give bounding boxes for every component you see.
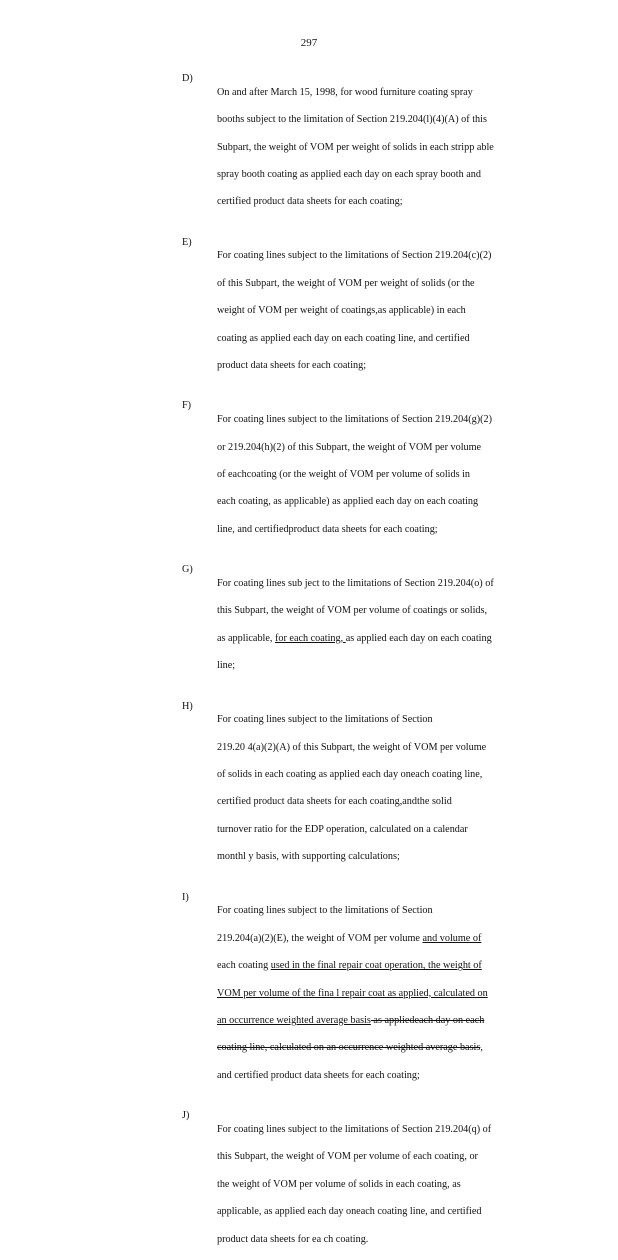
text-line: For coating lines subject to the limitations of Section 219.204(c)(2) [217, 250, 492, 262]
text-line: of eachcoating (or the weight of VOM per volume of solids in [217, 468, 471, 480]
text-line: line, and certifiedproduct data sheets for each coating; [217, 523, 438, 535]
text-line [217, 632, 542, 646]
text-line [217, 1014, 542, 1028]
text-line: line; [217, 660, 236, 672]
item-label: J) [182, 1110, 190, 1122]
deleted-text: coating line, calculated on an occurrence weighted average basis [217, 1042, 481, 1054]
item-text [217, 236, 542, 387]
text-line [217, 1041, 542, 1055]
document-body [182, 72, 542, 1260]
text-line: Subpart, the weight of VOM per weight of solids in each stripp able [217, 141, 494, 153]
text-line: the weight of VOM per volume of solids in each coating, as [217, 1178, 461, 1190]
text-line: monthl y basis, with supporting calculations; [217, 851, 400, 863]
inserted-text: an occurrence weighted average basis [217, 1015, 371, 1026]
text-line: this Subpart, the weight of VOM per volume of coatings or solids, [217, 605, 488, 617]
item-label: E) [182, 236, 192, 248]
text-line: turnover ratio for the EDP operation, calculated on a calendar [217, 823, 468, 835]
item-label: G) [182, 564, 193, 576]
item-text [217, 563, 542, 686]
list-item-d [182, 72, 542, 223]
list-item-j [182, 1109, 542, 1260]
page-number: 297 [300, 37, 318, 49]
item-label: D) [182, 73, 193, 84]
item-text [217, 72, 542, 223]
item-text [217, 1109, 542, 1260]
item-label: I) [182, 891, 189, 903]
text-line: For coating lines subject to the limitations of Section [217, 714, 433, 726]
text-segment: , [480, 1042, 483, 1054]
item-text [217, 399, 542, 550]
text-line: For coating lines subject to the limitations of Section [217, 905, 433, 917]
list-item-i [182, 891, 542, 1097]
text-line [217, 932, 542, 946]
inserted-text: VOM per volume of the fina l repair coat as applied, calculated on [217, 987, 488, 999]
text-line: For coating lines sub ject to the limitations of Section 219.204(o) of [217, 577, 494, 589]
list-item-e [182, 236, 542, 387]
text-line: or 219.204(h)(2) of this Subpart, the weight of VOM per volume [217, 441, 482, 453]
text-segment: as applicable, [217, 632, 275, 644]
list-item-h [182, 700, 542, 878]
text-line: product data sheets for ea ch coating. [217, 1233, 369, 1245]
text-line: certified product data sheets for each coating,andthe solid [217, 796, 452, 808]
text-line: weight of VOM per weight of coatings,as applicable) in each [217, 305, 466, 317]
inserted-text: for each coating, [275, 632, 346, 644]
item-text [217, 700, 542, 878]
list-item-f [182, 399, 542, 550]
text-line: of this Subpart, the weight of VOM per weight of solids (or the [217, 277, 475, 289]
text-line [217, 987, 542, 1001]
text-segment: as applied each day on each coating [345, 632, 492, 644]
text-line: coating as applied each day on each coating line, and certified [217, 332, 470, 344]
text-line: and certified product data sheets for each coating; [217, 1069, 420, 1081]
text-line: booths subject to the limitation of Section 219.204(l)(4)(A) of this [217, 114, 487, 126]
item-text [217, 891, 542, 1097]
item-label: H) [182, 700, 193, 712]
text-line: For coating lines subject to the limitations of Section 219.204(g)(2) [217, 414, 493, 426]
text-segment: each coating [217, 960, 271, 972]
text-line: of solids in each coating as applied each day oneach coating line, [217, 769, 483, 781]
text-line [217, 959, 542, 973]
text-line: each coating, as applicable) as applied each day on each coating [217, 496, 479, 508]
inserted-text: and volume of [422, 932, 482, 944]
text-line: 219.20 4(a)(2)(A) of this Subpart, the weight of VOM per volume [217, 741, 487, 753]
text-line: On and after March 15, 1998, for wood furniture coating spray [217, 86, 473, 98]
list-item-g [182, 563, 542, 686]
text-segment: 219.204(a)(2)(E), the weight of VOM per volume [217, 932, 423, 944]
text-line: certified product data sheets for each coating; [217, 196, 403, 208]
text-line: applicable, as applied each day oneach coating line, and certified [217, 1206, 482, 1218]
text-line: spray booth coating as applied each day on each spray booth and [217, 168, 481, 180]
text-line: For coating lines subject to the limitations of Section 219.204(q) of [217, 1123, 492, 1135]
deleted-text: as appliedeach day on each [370, 1015, 485, 1026]
inserted-text: used in the final repair coat operation, the weight of [270, 960, 482, 972]
text-line: this Subpart, the weight of VOM per volume of each coating, or [217, 1151, 478, 1163]
item-label: F) [182, 400, 192, 412]
text-line: product data sheets for each coating; [217, 360, 367, 372]
